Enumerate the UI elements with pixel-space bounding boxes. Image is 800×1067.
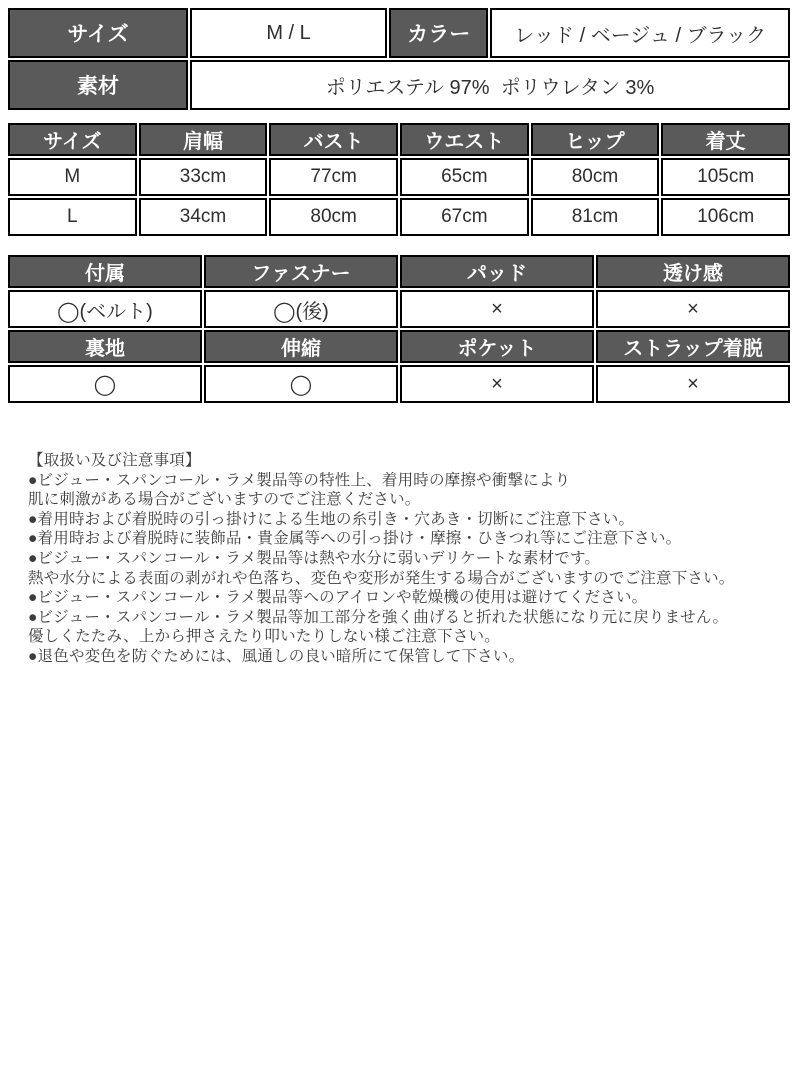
attributes-value-row-2 [8,365,790,403]
size-chart-cell: 65cm [400,158,529,196]
size-chart-header-length: 着丈 [661,123,790,156]
care-notes-line: ●着用時および着脱時の引っ掛けによる生地の糸引き・穴あき・切断にご注意下さい。 [28,510,635,528]
size-chart-cell: M [8,158,137,196]
size-chart-header-size: サイズ [8,123,137,156]
care-notes-line: 熱や水分による表面の剥がれや色落ち、変色や変形が発生する場合がございますのでご注意下さい。 [28,569,735,587]
attributes-header-row-2 [8,330,790,363]
attr-header-pad: パッド [400,255,594,288]
material-label: 素材 [8,60,188,110]
attr-header-accessory: 付属 [8,255,202,288]
attr-value-pocket: × [400,365,594,403]
attr-value-pad: × [400,290,594,328]
care-notes-line: ●ビジュー・スパンコール・ラメ製品等の特性上、着用時の摩擦や衝撃により [28,471,571,489]
size-chart-header-waist: ウエスト [400,123,529,156]
attributes-table [6,253,792,405]
attr-value-stretch: ◯ [204,365,398,403]
color-value: レッド / ベージュ / ブラック [490,8,790,58]
size-chart-header-hip: ヒップ [531,123,660,156]
size-chart-cell: 67cm [400,198,529,236]
size-chart-cell: 105cm [661,158,790,196]
size-chart-cell: 33cm [139,158,268,196]
size-chart-cell: 80cm [531,158,660,196]
care-notes-line: 肌に刺激がある場合がございますのでご注意ください。 [28,491,421,509]
material-value: ポリエステル 97% ポリウレタン 3% [190,60,790,110]
attr-value-sheerness: × [596,290,790,328]
care-notes-line: ●ビジュー・スパンコール・ラメ製品等は熱や水分に弱いデリケートな素材です。 [28,549,601,567]
size-chart-header-row [8,123,790,156]
care-notes-line: ●退色や変色を防ぐためには、風通しの良い暗所にて保管して下さい。 [28,647,525,665]
attributes-header-row-1 [8,255,790,288]
attr-value-fastener: ◯(後) [204,290,398,328]
color-label: カラー [389,8,488,58]
attr-header-sheerness: 透け感 [596,255,790,288]
size-label: サイズ [8,8,188,58]
info-table [6,6,792,112]
attr-header-fastener: ファスナー [204,255,398,288]
attr-header-strap: ストラップ着脱 [596,330,790,363]
size-chart-cell: 80cm [269,198,398,236]
attr-value-accessory: ◯(ベルト) [8,290,202,328]
size-chart-header-bust: バスト [269,123,398,156]
info-row-size-color [8,8,790,58]
care-notes-line: ●ビジュー・スパンコール・ラメ製品等加工部分を強く曲げると折れた状態になり元に戻りません。 [28,608,729,626]
care-notes [6,451,792,667]
size-chart-cell: L [8,198,137,236]
size-chart-row-l [8,198,790,236]
attr-header-pocket: ポケット [400,330,594,363]
attr-header-stretch: 伸縮 [204,330,398,363]
size-chart-cell: 106cm [661,198,790,236]
attr-value-strap: × [596,365,790,403]
care-notes-line: 優しくたたみ、上から押さえたり叩いたりしない様ご注意下さい。 [28,628,500,646]
size-chart-cell: 34cm [139,198,268,236]
size-chart-row-m [8,158,790,196]
size-value: M / L [190,8,387,58]
info-row-material [8,60,790,110]
size-chart-header-shoulder: 肩幅 [139,123,268,156]
care-notes-line: ●ビジュー・スパンコール・ラメ製品等へのアイロンや乾燥機の使用は避けてください。 [28,589,648,607]
attributes-value-row-1 [8,290,790,328]
attr-value-lining: ◯ [8,365,202,403]
attr-header-lining: 裏地 [8,330,202,363]
size-chart-cell: 81cm [531,198,660,236]
care-notes-line: ●着用時および着脱時に装飾品・貴金属等への引っ掛け・摩擦・ひきつれ等にご注意下さい。 [28,530,682,548]
size-chart-table [6,121,792,238]
care-notes-title: 【取扱い及び注意事項】 [28,452,201,469]
size-chart-cell: 77cm [269,158,398,196]
